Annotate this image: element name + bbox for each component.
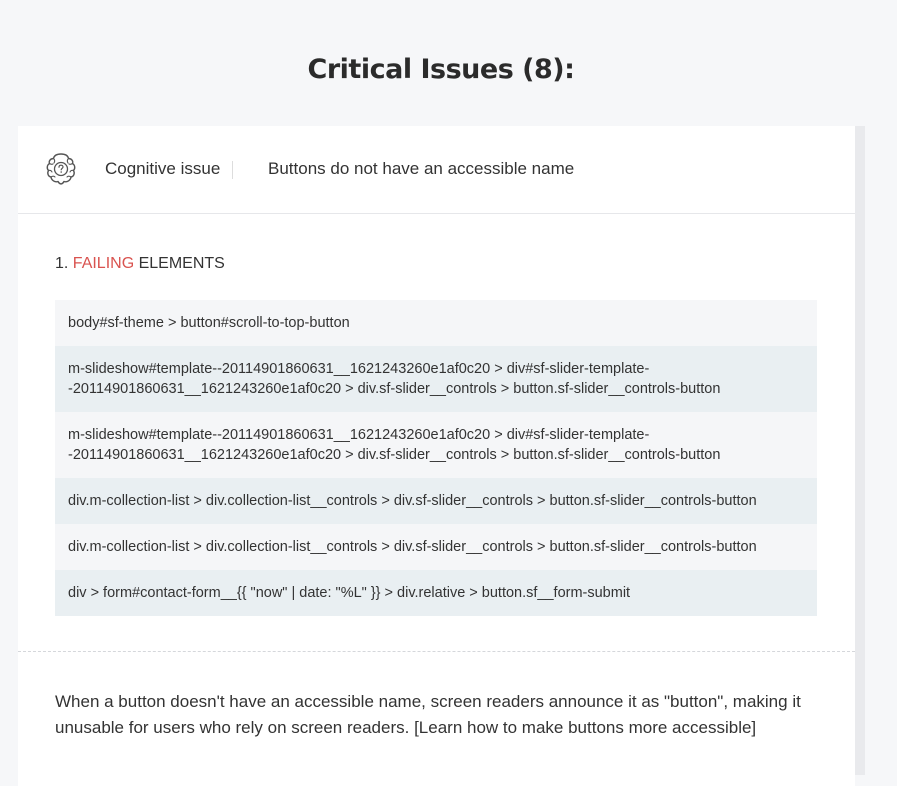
failing-elements-list [55,300,817,616]
section-divider [18,651,855,652]
issue-type-label: Cognitive issue [105,159,221,178]
section-rest: ELEMENTS [138,255,225,272]
page-title: Critical Issues (8): [307,54,575,85]
issue-title: Buttons do not have an accessible name [268,159,575,178]
issue-description: When a button doesn't have an accessible name, screen readers announce it as "button", making it unusable for users who rely on screen readers. [Learn how to make buttons more accessible] [55,692,801,737]
failing-element-row: div.m-collection-list > div.collection-list__controls > div.sf-slider__controls > button.sf-slider__controls-button [55,478,817,524]
section-highlight: FAILING [72,255,135,272]
issue-card [18,126,855,786]
failing-element-row: m-slideshow#template--20114901860631__1621243260e1af0c20 > div#sf-slider-template--20114901860631__1621243260e1af0c20 > div.sf-slider__controls > button.sf-slider__controls-button [55,346,817,412]
section-number: 1. [55,255,69,272]
failing-element-row: m-slideshow#template--20114901860631__1621243260e1af0c20 > div#sf-slider-template--20114901860631__1621243260e1af0c20 > div.sf-slider__controls > button.sf-slider__controls-button [55,412,817,478]
failing-element-row: body#sf-theme > button#scroll-to-top-button [55,300,817,346]
failing-element-row: div > form#contact-form__{{ "now" | date: "%L" }} > div.relative > button.sf__form-submit [55,570,817,616]
header-divider [232,161,233,179]
failing-element-row: div.m-collection-list > div.collection-list__controls > div.sf-slider__controls > button.sf-slider__controls-button [55,524,817,570]
brain-icon [44,151,78,187]
scrollbar-track[interactable] [855,126,865,775]
failing-elements-heading [55,255,225,273]
issue-card-header[interactable] [18,126,855,214]
